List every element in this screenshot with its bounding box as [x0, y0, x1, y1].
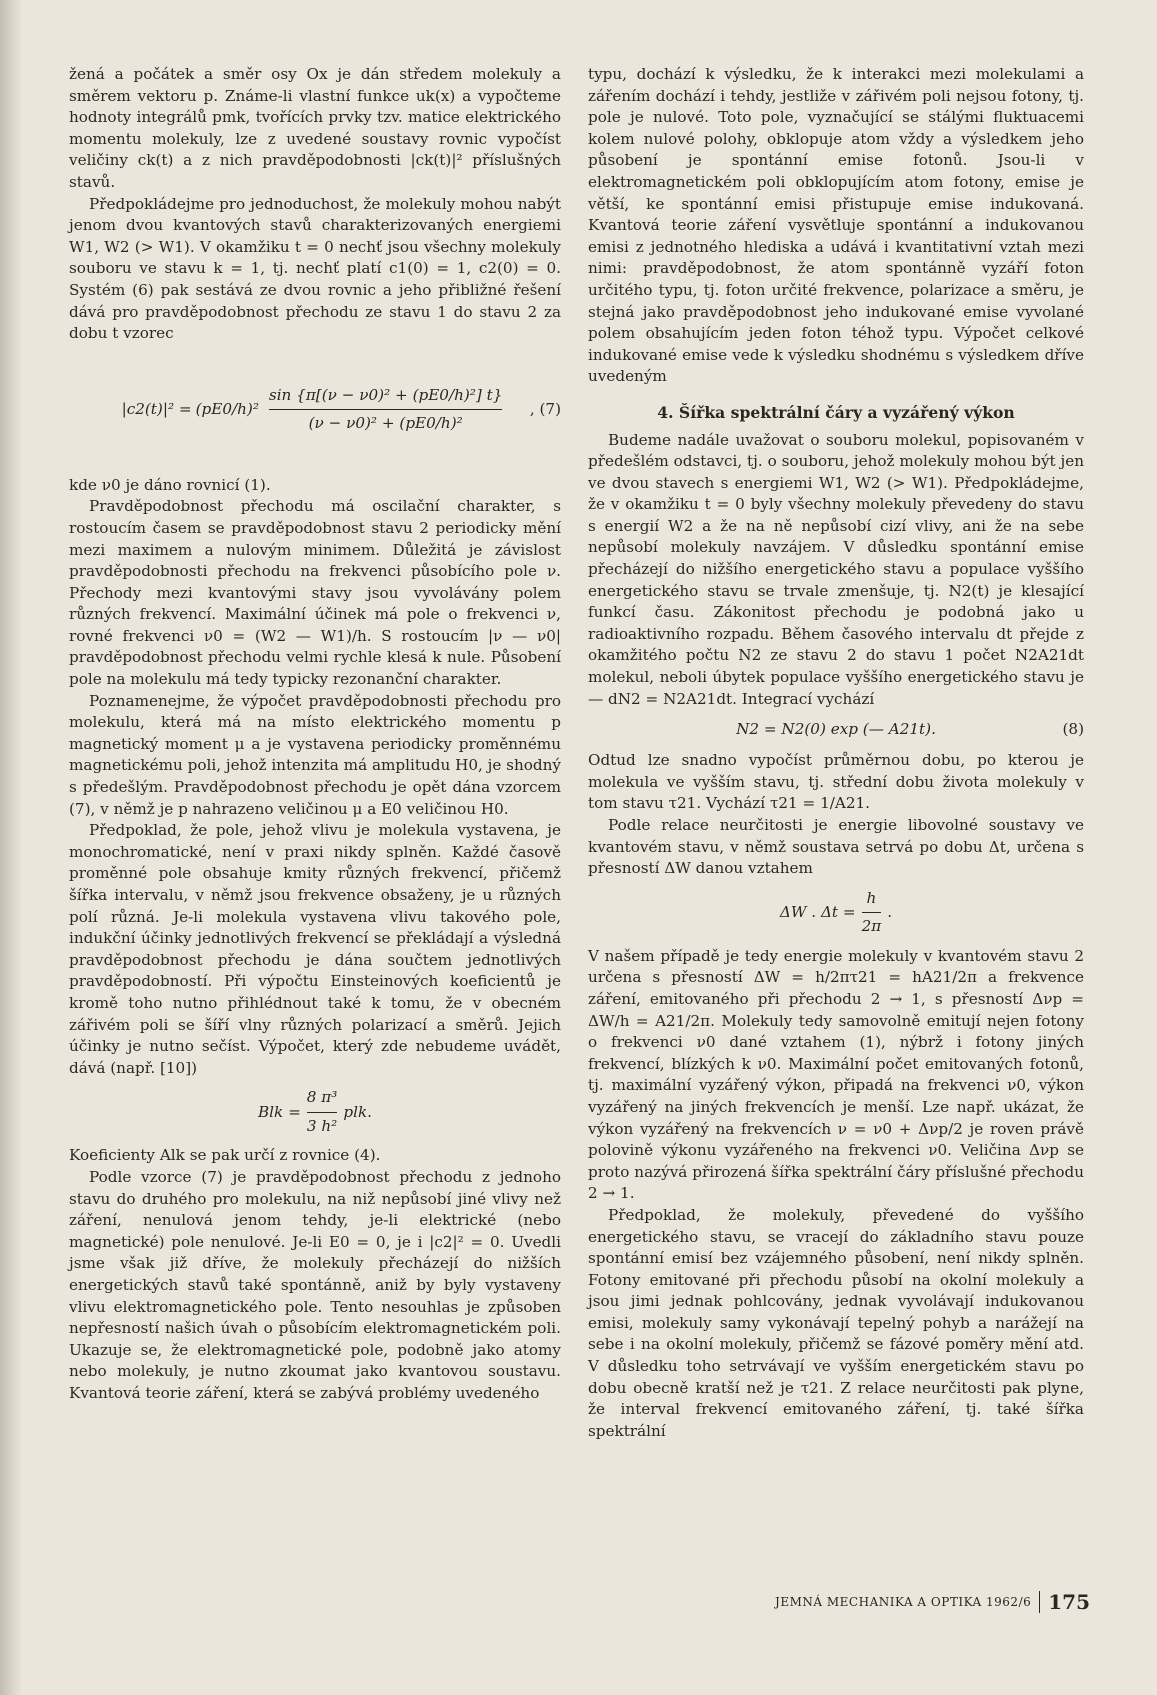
- equation-denominator: 2π: [861, 917, 882, 936]
- equation-fraction: [269, 385, 503, 435]
- equation-7: [69, 351, 561, 469]
- equation-einstein-b: [69, 1085, 561, 1139]
- equation-fraction: [862, 888, 882, 938]
- paragraph: Pravděpodobnost přechodu má oscilační charakter, s rostoucím časem se pravděpodobnost stavu 2 periodicky mění mezi maximem a nulovým minimem. Důležitá je závislost pravděpodobnosti přechodu na frekvenci působícího pole ν. Přechody mezi kvantovými stavy jsou vyvolávány polem různých frekvencí. Maximální účinek má pole o frekvenci ν, rovné frekvenci ν0 = (W2 — W1)/h. S rostoucím |ν — ν0| pravděpodobnost přechodu velmi rychle klesá k nule. Působení pole na molekulu má tedy typicky rezonanční charakter.: [69, 497, 561, 689]
- fraction-bar: [862, 912, 882, 913]
- equation-factor: (pE0/h)²: [195, 399, 259, 418]
- equation-lhs: ΔW . Δt =: [779, 902, 856, 921]
- equation-body: N2 = N2(0) exp (— A21t).: [736, 720, 936, 739]
- journal-name: JEMNÁ MECHANIKA A OPTIKA 1962/6: [775, 1595, 1032, 1609]
- fraction-bar: [307, 1112, 338, 1113]
- paragraph: Koeficienty Alk se pak určí z rovnice (4).: [69, 1146, 381, 1165]
- equation-fraction: [307, 1087, 338, 1137]
- equation-8: [588, 716, 1084, 744]
- page-number: 175: [1048, 1590, 1090, 1614]
- paragraph: Podle vzorce (7) je pravděpodobnost přechodu z jednoho stavu do druhého pro molekulu, na niž nepůsobí jiné vlivy než záření, nenulová jenom tehdy, je-li elektrické (nebo magnetické) pole nenulové. Je-li E0 = 0, je i |c2|² = 0. Uvedli jsme však již dříve, že molekuly přecházejí do nižších energetických stavů také spontánně, aniž by byly vystaveny vlivu elektromagnetického pole. Tento nesouhlas je způsoben nepřesností našich úvah o působícím elektromagnetickém poli. Ukazuje se, že elektromagnetické pole, podobně jako atomy nebo molekuly, je nutno zkoumat jako kvantovou soustavu. Kvantová teorie záření, která se zabývá problémy uvedeného: [69, 1167, 561, 1402]
- paragraph: Odtud lze snadno vypočíst průměrnou dobu, po kterou je molekula ve vyšším stavu, tj. střední dobu života molekuly v tom stavu τ21. Vychází τ21 = 1/A21.: [588, 751, 1084, 813]
- left-column: [69, 64, 561, 1404]
- equation-number: (8): [1062, 720, 1084, 739]
- paragraph: Budeme nadále uvažovat o souboru molekul, popisovaném v předešlém odstavci, tj. o souboru, jehož molekuly mohou být jen ve dvou stavech s energiemi W1, W2 (> W1). Předpokládejme, že v okamžiku t = 0 byly všechny molekuly převedeny do stavu s energií W2 a že na ně nepůsobí cizí vlivy, ani že na sebe nepůsobí molekuly navzájem. V důsledku spontánní emise přecházejí do nižšího energetického stavu a populace vyššího energetického stavu se trvale zmenšuje, tj. N2(t) je klesající funkcí času. Zákonitost přechodu je podobná jako u radioaktivního rozpadu. Během časového intervalu dt přejde z okamžitého počtu N2 ze stavu 2 do stavu 1 počet N2A21dt molekul, neboli úbytek populace vyššího energetického stavu je — dN2 = N2A21dt. Integrací vychází: [588, 430, 1084, 708]
- equation-denominator: (ν − ν0)² + (pE0/h)²: [308, 414, 463, 433]
- paragraph: Poznamenejme, že výpočet pravděpodobnosti přechodu pro molekulu, která má na místo elektrického momentu p magnetický moment μ a je vystavena periodicky proměnnému magnetickému poli, jehož intenzita má amplitudu H0, je shodný s předešlým. Pravděpodobnost přechodu je opět dána vzorcem (7), v němž je p nahrazeno veličinou μ a E0 veličinou H0.: [69, 691, 561, 818]
- footer-divider: [1039, 1591, 1040, 1613]
- paragraph: typu, dochází k výsledku, že k interakci mezi molekulami a zářením dochází i tehdy, jestliže v zářivém poli nejsou fotony, tj. pole je nulové. Toto pole, vyznačující se stálými fluktuacemi kolem nulové polohy, obklopuje atom vždy a výsledkem jeho působení je spontánní emise fotonů. Jsou-li v elektromagnetickém poli obklopujícím atom fotony, emise je větší, ke spontánní emisi přistupuje emise indukovaná. Kvantová teorie záření vysvětluje spontánní a indukovanou emisi z jednotného hlediska a udává i kvantitativní vztah mezi nimi: pravděpodobnost, že atom spontánně vyzáří foton určitého typu, tj. foton určité frekvence, polarizace a směru, je stejná jako pravděpodobnost jeho indukované emise vyvolané polem obsahujícím jeden foton téhož typu. Výpočet celkové indukované emise vede k výsledku shodnému s výsledkem dříve uvedeným: [588, 65, 1084, 386]
- paragraph: V našem případě je tedy energie molekuly v kvantovém stavu 2 určena s přesností ΔW = h/2πτ21 = hA21/2π a frekvence záření, emitovaného při přechodu 2 → 1, s přesností Δνp = ΔW/h = A21/2π. Molekuly tedy samovolně emitují nejen fotony o frekvenci ν0 dané vztahem (1), nýbrž i fotony jiných frekvencí, blízkých k ν0. Maximální počet emitovaných fotonů, tj. maximální vyzářený výkon, připadá na frekvenci ν0, výkon vyzářený na jiných frekvencích je menší. Lze např. ukázat, že výkon vyzářený na frekvencích ν = ν0 + Δνp/2 je roven právě polovině výkonu vyzářeného na frekvenci ν0. Veličina Δνp se proto nazývá přirozená šířka spektrální čáry příslušné přechodu 2 → 1.: [588, 946, 1084, 1203]
- page-footer: [760, 1590, 1090, 1614]
- equation-tail: .: [887, 902, 893, 921]
- paragraph: Předpoklad, že molekuly, převedené do vyššího energetického stavu, se vracejí do základního stavu pouze spontánní emisí bez vzájemného působení, není nikdy splněn. Fotony emitované při přechodu působí na okolní molekuly a jsou jimi jednak pohlcovány, jednak vyvolávají indukovanou emisi, molekuly samy vykonávají tepelný pohyb a narážejí na sebe i na okolní molekuly, přičemž se fázové poměry mění atd. V důsledku toho setrvávají ve vyšším energetickém stavu po dobu obecně kratší než je τ21. Z relace neurčitosti pak plyne, že interval frekvencí emitovaného záření, tj. také šířka spektrální: [588, 1205, 1084, 1440]
- section-heading: 4. Šířka spektrální čáry a vyzářený výkon: [657, 402, 1015, 422]
- paragraph: Předpokládejme pro jednoduchost, že molekuly mohou nabýt jenom dvou kvantových stavů charakterizovaných energiemi W1, W2 (> W1). V okamžiku t = 0 nechť jsou všechny molekuly souboru ve stavu k = 1, tj. nechť platí c1(0) = 1, c2(0) = 0. Systém (6) pak sestává ze dvou rovnic a jeho přibližné řešení dává pro pravděpodobnost přechodu ze stavu 1 do stavu 2 za dobu t vzorec: [69, 194, 561, 343]
- equation-lhs: Blk =: [258, 1102, 301, 1121]
- equation-uncertainty: [588, 886, 1084, 940]
- equation-numerator: sin {π[(ν − ν0)² + (pE0/h)²] t}: [268, 385, 503, 404]
- equation-numerator: 8 π³: [306, 1088, 338, 1107]
- paragraph: kde ν0 je dáno rovnicí (1).: [69, 475, 271, 494]
- paragraph: Podle relace neurčitosti je energie libovolné soustavy ve kvantovém stavu, v němž soustava setrvá po dobu Δt, určena s přesností ΔW danou vztahem: [588, 816, 1084, 878]
- equation-rhs: plk.: [343, 1102, 372, 1121]
- equation-denominator: 3 h²: [306, 1116, 338, 1135]
- equation-number: , (7): [529, 399, 561, 418]
- right-column: [588, 64, 1084, 1442]
- equation-lhs: |c2(t)|² =: [121, 399, 192, 418]
- fraction-bar: [269, 409, 503, 410]
- binding-shadow: [0, 0, 22, 1695]
- equation-numerator: h: [866, 888, 877, 907]
- paragraph: Předpoklad, že pole, jehož vlivu je molekula vystavena, je monochromatické, není v praxi nikdy splněn. Každé časově proměnné pole obsahuje kmity různých frekvencí, přičemž šířka intervalu, v němž jsou frekvence obsaženy, je u různých polí různá. Je-li molekula vystavena vlivu takového pole, indukční účinky jednotlivých frekvencí se překládají a výsledná pravděpodobnost přechodu je dána součtem jednotlivých pravděpodobností. Při výpočtu Einsteinových koeficientů je kromě toho nutno přihlédnout také k tomu, že v obecném zářivém poli se šíří vlny různých polarizací a směrů. Jejich účinky je nutno sečíst. Výpočet, který zde nebudeme uvádět, dává (např. [10]): [69, 821, 561, 1077]
- paragraph: žená a počátek a směr osy Ox je dán středem molekuly a směrem vektoru p. Známe-li vlastní funkce uk(x) a vypočteme hodnoty integrálů pmk, tvořících prvky tzv. matice elektrického momentu molekuly, lze z uvedené soustavy rovnic vypočíst veličiny ck(t) a z nich pravděpodobnosti |ck(t)|² příslušných stavů.: [69, 65, 561, 191]
